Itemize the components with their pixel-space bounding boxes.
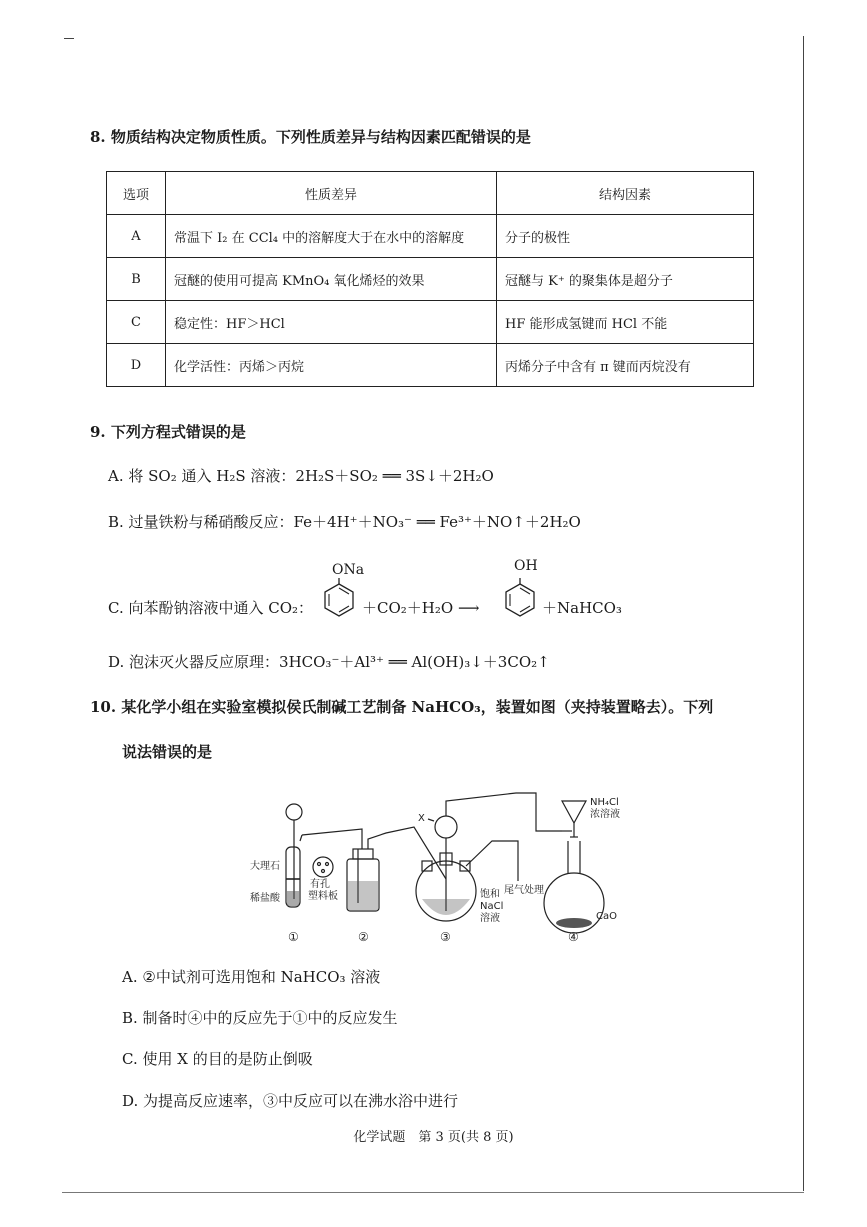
benzene-ring-icon <box>322 578 356 622</box>
question-10-option-c: C. 使用 X 的目的是防止倒吸 <box>122 1050 313 1068</box>
table-row <box>107 258 754 301</box>
label-apparatus-2: ② <box>358 930 369 944</box>
table-cell-option: C <box>107 301 166 344</box>
page-footer: 化学试题 第 3 页(共 8 页) <box>353 1130 514 1145</box>
question-9-stem: 9. 下列方程式错误的是 <box>90 423 246 441</box>
apparatus-diagram <box>246 781 646 951</box>
question-9-option-c-suffix: ＋NaHCO₃ <box>542 599 622 617</box>
label-marble: 大理石 <box>250 861 280 872</box>
label-nacl-2: NaCl <box>480 901 504 912</box>
table-cell-property: 常温下 I₂ 在 CCl₄ 中的溶解度大于在水中的溶解度 <box>166 215 497 258</box>
label-apparatus-3: ③ <box>440 930 451 944</box>
label-nh4cl-1: NH₄Cl <box>590 797 619 808</box>
funnel-bulb-icon <box>286 804 302 820</box>
question-9-option-a: A. 将 SO₂ 通入 H₂S 溶液：2H₂S＋SO₂ ══ 3S↓＋2H₂O <box>108 467 494 485</box>
table-row <box>107 344 754 387</box>
table-cell-option: A <box>107 215 166 258</box>
label-tail-gas: 尾气处理 <box>504 885 544 896</box>
question-10-stem-line-1: 10. 某化学小组在实验室模拟侯氏制碱工艺制备 NaHCO₃，装置如图（夹持装置略去）。下列 <box>90 698 714 716</box>
label-cao: CaO <box>596 911 617 922</box>
table-cell-property: 化学活性：丙烯＞丙烷 <box>166 344 497 387</box>
question-9-option-c-middle: ＋CO₂＋H₂O ⟶ <box>362 599 480 617</box>
question-10-stem-line-2: 说法错误的是 <box>122 743 213 761</box>
question-9-option-c-prefix: C. 向苯酚钠溶液中通入 CO₂： <box>108 599 314 617</box>
question-8-table <box>106 171 754 387</box>
anti-suckback-bulb-icon <box>435 816 457 838</box>
label-nh4cl-2: 浓溶液 <box>590 809 620 820</box>
table-header-property: 性质差异 <box>166 172 497 215</box>
table-cell-factor: 分子的极性 <box>497 215 754 258</box>
question-10-option-a: A. ②中试剂可选用饱和 NaHCO₃ 溶液 <box>122 968 381 986</box>
label-nacl-1: 饱和 <box>480 889 500 900</box>
phenol-substituent-label: OH <box>514 558 538 574</box>
table-header-option: 选项 <box>107 172 166 215</box>
label-dilute-acid: 稀盐酸 <box>250 893 280 904</box>
table-row <box>107 301 754 344</box>
dropping-funnel-icon <box>562 801 586 823</box>
corner-mark <box>64 38 74 39</box>
question-10-option-b: B. 制备时④中的反应先于①中的反应发生 <box>122 1009 398 1027</box>
table-header-row <box>107 172 754 215</box>
question-10-option-d: D. 为提高反应速率，③中反应可以在沸水浴中进行 <box>122 1092 459 1110</box>
question-9-option-d: D. 泡沫灭火器反应原理：3HCO₃⁻＋Al³⁺ ══ Al(OH)₃↓＋3CO₂↑ <box>108 653 550 671</box>
table-cell-factor: 冠醚与 K⁺ 的聚集体是超分子 <box>497 258 754 301</box>
benzene-ring-icon <box>503 578 537 622</box>
page-edge-bottom <box>62 1192 804 1193</box>
table-cell-option: D <box>107 344 166 387</box>
label-apparatus-4: ④ <box>568 930 579 944</box>
question-8-stem: 8. 物质结构决定物质性质。下列性质差异与结构因素匹配错误的是 <box>90 128 531 146</box>
label-nacl-3: 溶液 <box>480 913 500 924</box>
question-9-option-b: B. 过量铁粉与稀硝酸反应：Fe＋4H⁺＋NO₃⁻ ══ Fe³⁺＋NO↑＋2H₂O <box>108 513 581 531</box>
table-cell-option: B <box>107 258 166 301</box>
table-row <box>107 215 754 258</box>
label-perforated-2: 塑料板 <box>308 891 338 902</box>
label-perforated-1: 有孔 <box>310 879 330 890</box>
phenoxide-substituent-label: ONa <box>332 562 365 578</box>
page-edge-right <box>803 36 804 1191</box>
label-x: X <box>418 813 425 824</box>
table-cell-property: 稳定性：HF＞HCl <box>166 301 497 344</box>
table-cell-factor: 丙烯分子中含有 π 键而丙烷没有 <box>497 344 754 387</box>
label-apparatus-1: ① <box>288 930 299 944</box>
table-cell-property: 冠醚的使用可提高 KMnO₄ 氧化烯烃的效果 <box>166 258 497 301</box>
table-header-factor: 结构因素 <box>497 172 754 215</box>
table-cell-factor: HF 能形成氢键而 HCl 不能 <box>497 301 754 344</box>
